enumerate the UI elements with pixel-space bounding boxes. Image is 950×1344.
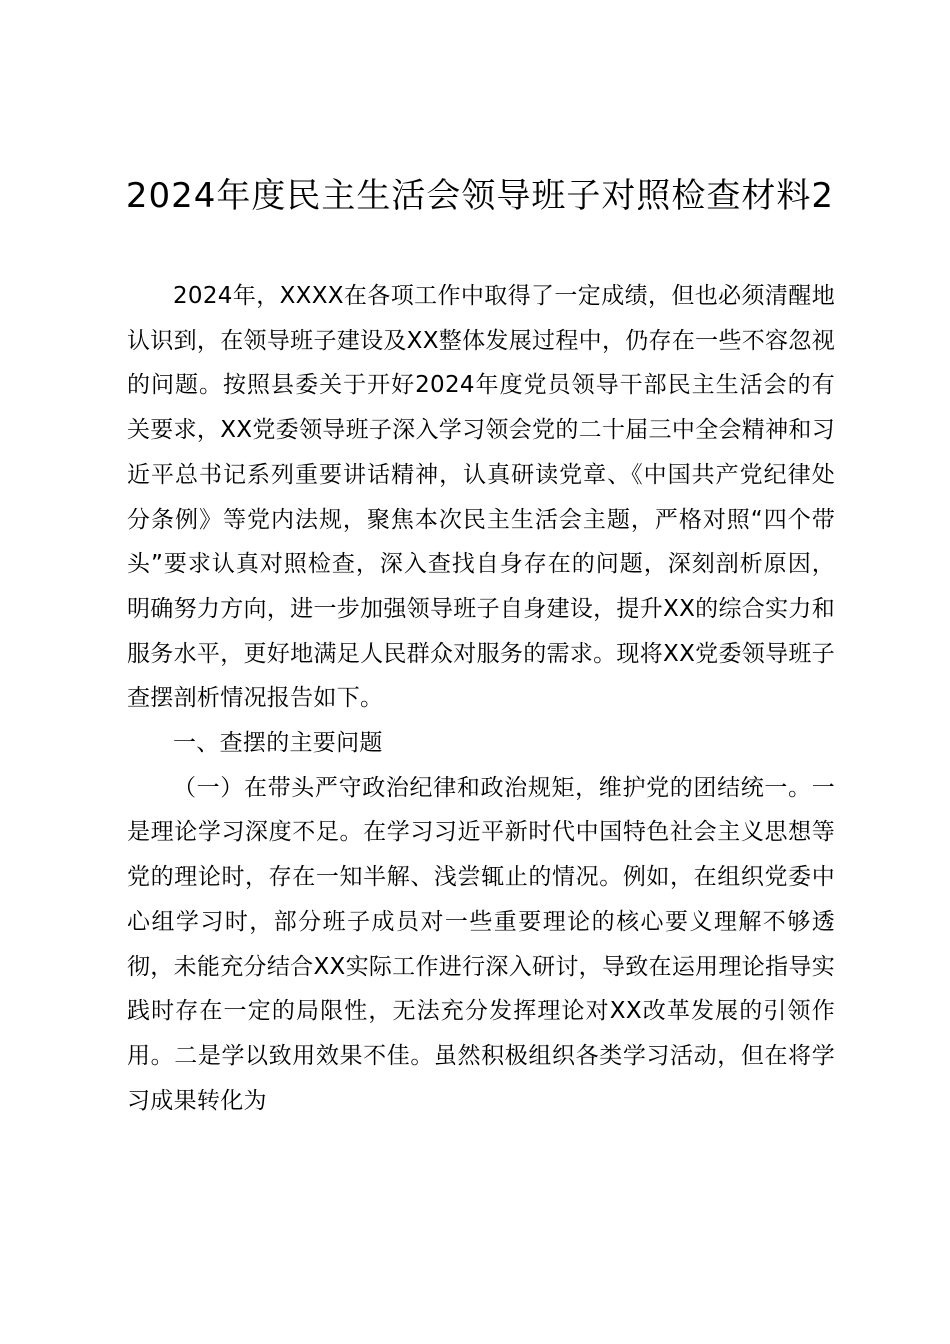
intro-paragraph: 2024年，XXXX在各项工作中取得了一定成绩，但也必须清醒地认识到，在领导班子建设及XX整体发展过程中，仍存在一些不容忽视的问题。按照县委关于开好2024年度党员领导干部民主生活会的有关要求，XX党委领导班子深入学习领会党的二十届三中全会精神和习近平总书记系列重要讲话精神，认真研读党章、《中国共产党纪律处分条例》等党内法规，聚焦本次民主生活会主题，严格对照“四个带头”要求认真对照检查，深入查找自身存在的问题，深刻剖析原因，明确努力方向，进一步加强领导班子自身建设，提升XX的综合实力和服务水平，更好地满足人民群众对服务的需求。现将XX党委领导班子查摆剖析情况报告如下。 [127, 283, 835, 712]
subsection-paragraph: （一）在带头严守政治纪律和政治规矩，维护党的团结统一。一是理论学习深度不足。在学习习近平新时代中国特色社会主义思想等党的理论时，存在一知半解、浅尝辄止的情况。例如，在组织党委中心组学习时，部分班子成员对一些重要理论的核心要义理解不够透彻，未能充分结合XX实际工作进行深入研讨，导致在运用理论指导实践时存在一定的局限性，无法充分发挥理论对XX改革发展的引领作用。二是学以致用效果不佳。虽然积极组织各类学习活动，但在将学习成果转化为 [127, 774, 835, 1114]
document-body [127, 274, 835, 1123]
document-title: 2024年度民主生活会领导班子对照检查材料2 [125, 176, 835, 216]
section-heading: 一、查摆的主要问题 [173, 730, 383, 757]
